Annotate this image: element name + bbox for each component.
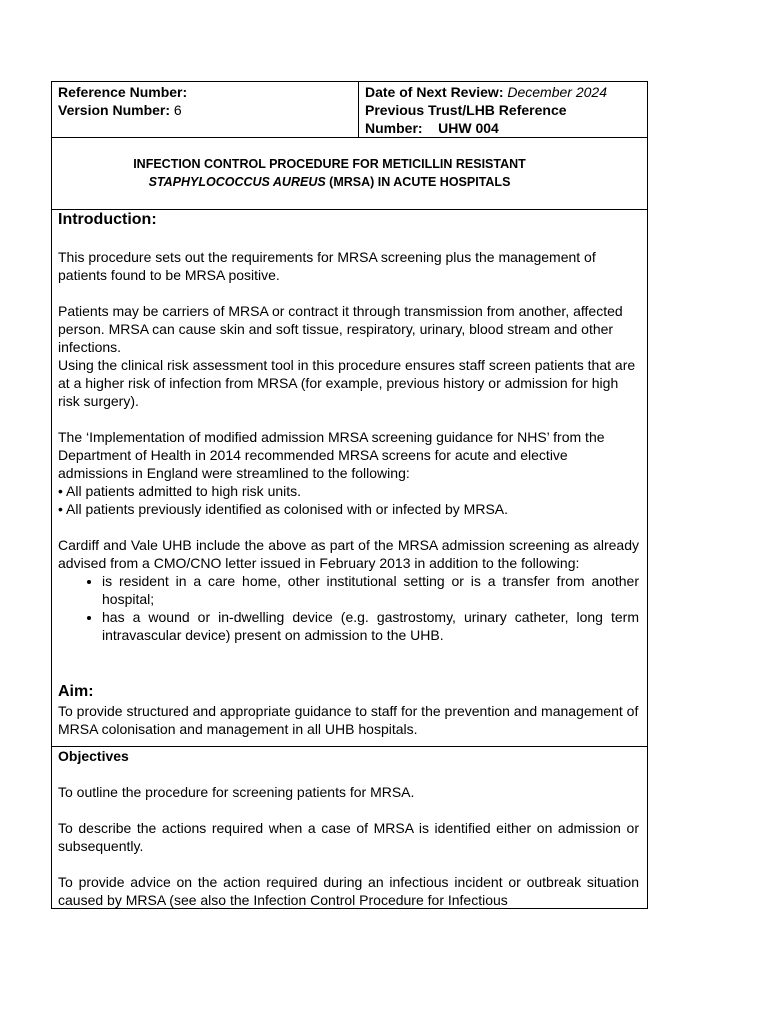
intro-paragraph-3: Using the clinical risk assessment tool in this procedure ensures staff screen patients that are at a higher risk of infection from MRSA (for example, previous history or admission for high risk surgery). — [58, 357, 636, 409]
objectives-cell — [52, 747, 648, 909]
introduction-heading: Introduction: — [58, 211, 157, 228]
aim-text: To provide structured and appropriate guidance to staff for the prevention and management of MRSA colonisation and management in all UHB hospitals. — [58, 703, 639, 737]
screening-criteria-list — [58, 572, 639, 644]
list-item: • has a wound or in-dwelling device (e.g. gastrostomy, urinary catheter, long term intravascular device) present on admission to the UHB. — [102, 608, 639, 644]
previous-reference-label: Previous Trust/LHB Reference — [365, 102, 567, 118]
introduction-aim-cell — [52, 210, 648, 747]
intro-paragraph-4: The ‘Implementation of modified admission MRSA screening guidance for NHS’ from the Department of Health in 2014 recommended MRSA screens for acute and elective admissions in England were streamlined to the following: — [58, 429, 605, 481]
header-left-cell — [52, 82, 359, 138]
objective-2: To describe the actions required when a case of MRSA is identified either on admission or subsequently. — [58, 820, 639, 854]
intro-bullet-previous: • All patients previously identified as colonised with or infected by MRSA. — [58, 501, 509, 517]
procedure-document — [51, 81, 648, 909]
version-number: Version Number: 6 — [58, 102, 182, 118]
intro-paragraph-1: This procedure sets out the requirements for MRSA screening plus the management of patients found to be MRSA positive. — [58, 249, 596, 283]
objective-3: To provide advice on the action required during an infectious incident or outbreak situation caused by MRSA (see also the Infection Control Procedure for Infectious — [58, 874, 639, 908]
next-review-date: Date of Next Review: December 2024 — [365, 84, 607, 100]
aim-heading: Aim: — [58, 683, 94, 700]
document-title: INFECTION CONTROL PROCEDURE FOR METICILLIN RESISTANT STAPHYLOCOCCUS AUREUS (MRSA) IN ACUTE HOSPITALS — [52, 138, 648, 210]
previous-reference-number: Number: UHW 004 — [365, 120, 499, 136]
reference-number: Reference Number: — [58, 84, 188, 100]
intro-paragraph-2: Patients may be carriers of MRSA or contract it through transmission from another, affected person. MRSA can cause skin and soft tissue, respiratory, urinary, blood stream and other infections. — [58, 303, 623, 355]
objectives-heading: Objectives — [58, 748, 129, 764]
intro-bullet-high-risk: • All patients admitted to high risk units. — [58, 483, 302, 499]
objective-1: To outline the procedure for screening patients for MRSA. — [58, 784, 415, 800]
list-item: • is resident in a care home, other institutional setting or is a transfer from another hospital; — [102, 572, 639, 608]
intro-paragraph-5: Cardiff and Vale UHB include the above as part of the MRSA admission screening as already advised from a CMO/CNO letter issued in February 2013 in addition to the following: — [58, 537, 639, 571]
header-right-cell — [359, 82, 648, 138]
